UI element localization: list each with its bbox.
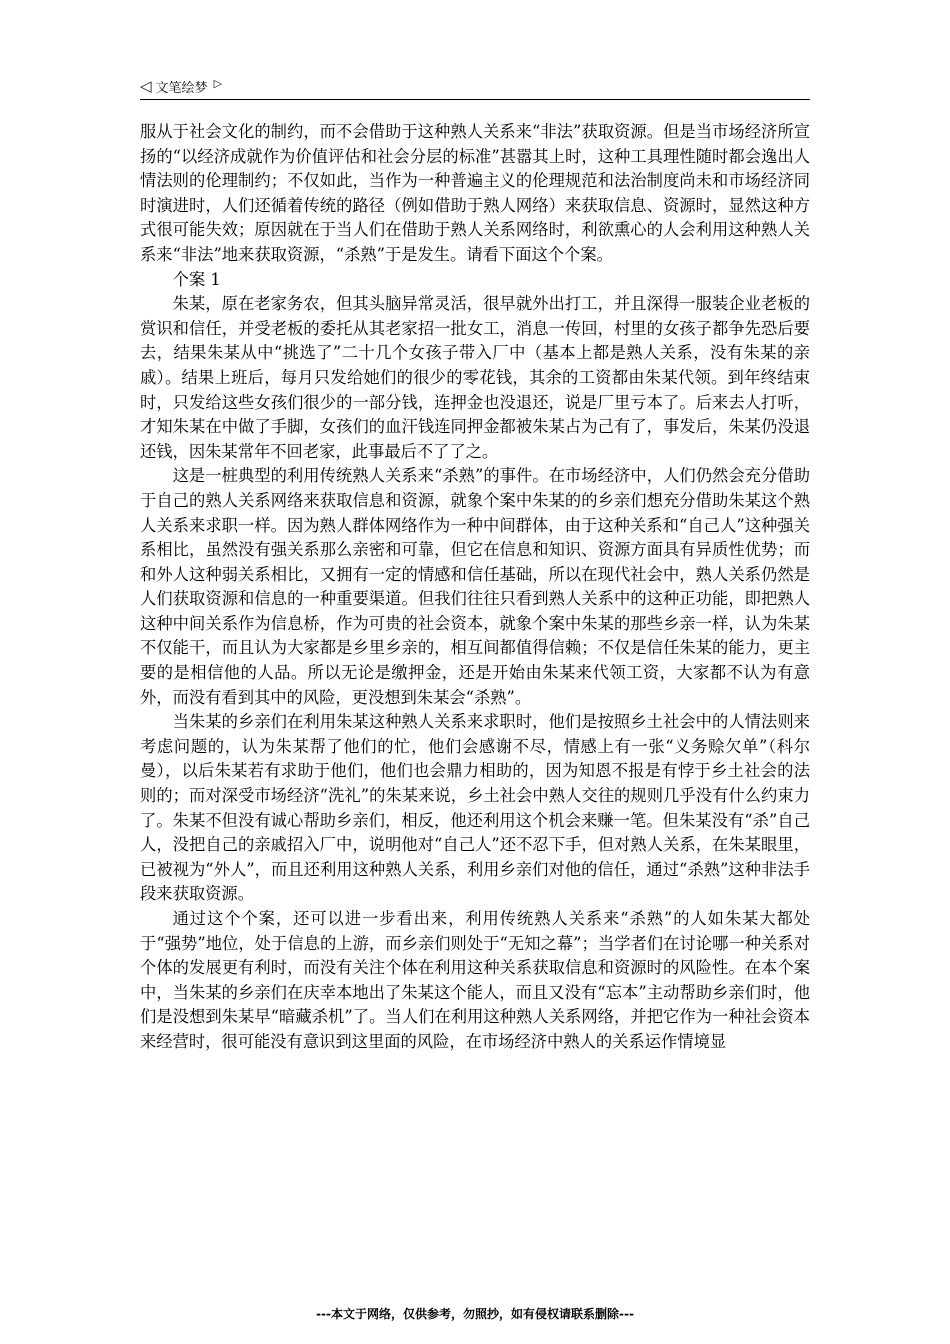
paragraph-2: 朱某，原在老家务农，但其头脑异常灵活，很早就外出打工，并且深得一服装企业老板的赏识和信任，并受老板的委托从其老家招一批女工，消息一传回，村里的女孩子都争先恐后要去，结果朱某从中“挑选了”二十几个女孩子带入厂中（基本上都是熟人关系，没有朱某的亲戚）。结果上班后，每月只发给她们的很少的零花钱，其余的工资都由朱某代领。到年终结束时，只发给这些女孩们很少的一部分钱，连押金也没退还，说是厂里亏本了。后来去人打听，才知朱某在中做了手脚，女孩们的血汗钱连同押金都被朱某占为己有了，事发后，朱某仍没退还钱，因朱某常年不回老家，此事最后不了了之。	[140, 294, 810, 461]
header-title: 文笔绘梦	[155, 80, 208, 96]
right-triangle-icon: ▷	[213, 76, 223, 90]
paragraph-4: 当朱某的乡亲们在利用朱某这种熟人关系来求职时，他们是按照乡土社会中的人情法则来考虑问题的，认为朱某帮了他们的忙，他们会感谢不尽，情感上有一张“义务赊欠单”（科尔曼），以后朱某若有求助于他们，他们也会鼎力相助的，因为知恩不报是有悖于乡土社会的法则的；而对深受市场经济“洗礼”的朱某来说，乡土社会中熟人交往的规则几乎没有什么约束力了。朱某不但没有诚心帮助乡亲们，相反，他还利用这个机会来赚一笔。但朱某没有“杀”自己人，没把自己的亲戚招入厂中，说明他对“自己人”还不忍下手，但对熟人关系，在朱某眼里，已被视为“外人”，而且还利用这种熟人关系，利用乡亲们对他的信任，通过“杀熟”这种非法手段来获取资源。	[140, 712, 810, 904]
body-text	[140, 120, 810, 1055]
left-triangle-icon: ◁	[140, 77, 152, 95]
paragraph-3: 这是一桩典型的利用传统熟人关系来“杀熟”的事件。在市场经济中，人们仍然会充分借助于自己的熟人关系网络来获取信息和资源，就象个案中朱某的的乡亲们想充分借助朱某这个熟人关系来求职一样。因为熟人群体网络作为一种中间群体，由于这种关系和“自己人”这种强关系相比，虽然没有强关系那么亲密和可靠，但它在信息和知识、资源方面具有异质性优势；而和外人这种弱关系相比，又拥有一定的情感和信任基础，所以在现代社会中，熟人关系仍然是人们获取资源和信息的一种重要渠道。但我们往往只看到熟人关系中的这种正功能，即把熟人这种中间关系作为信息桥，作为可贵的社会资本，就象个案中朱某的那些乡亲一样，认为朱某不仅能干，而且认为大家都是乡里乡亲的，相互间都值得信赖；不仅是信任朱某的能力，更主要的是相信他的人品。所以无论是缴押金，还是开始由朱某来代领工资，大家都不认为有意外，而没有看到其中的风险，更没想到朱某会“杀熟”。	[140, 466, 810, 707]
page-header	[140, 74, 810, 98]
paragraph-5: 通过这个个案，还可以进一步看出来，利用传统熟人关系来“杀熟”的人如朱某大都处于“强势”地位，处于信息的上游，而乡亲们则处于“无知之幕”；当学者们在讨论哪一种关系对个体的发展更有利时，而没有关注个体在利用这种关系获取信息和资源时的风险性。在本个案中，当朱某的乡亲们在庆幸本地出了朱某这个能人，而且又没有“忘本”主动帮助乡亲们时，他们是没想到朱某早“暗藏杀机”了。当人们在利用这种熟人关系网络，并把它作为一种社会资本来经营时，很可能没有意识到这里面的风险，在市场经济中熟人的关系运作情境显	[140, 909, 810, 1051]
page-footer: ---本文于网络，仅供参考，勿照抄，如有侵权请联系删除---	[316, 1307, 634, 1321]
case-heading: 个案 1	[172, 269, 221, 289]
header-divider	[140, 99, 810, 100]
paragraph-1: 服从于社会文化的制约，而不会借助于这种熟人关系来“非法”获取资源。但是当市场经济所宣扬的“以经济成就作为价值评估和社会分层的标准”甚嚣其上时，这种工具理性随时都会逸出人情法则的伦理制约；不仅如此，当作为一种普遍主义的伦理规范和法治制度尚未和市场经济同时演进时，人们还循着传统的路径（例如借助于熟人网络）来获取信息、资源时，显然这种方式很可能失效；原因就在于当人们在借助于熟人关系网络时，利欲熏心的人会利用这种熟人关系来“非法”地来获取资源，“杀熟”于是发生。请看下面这个个案。	[140, 122, 810, 264]
